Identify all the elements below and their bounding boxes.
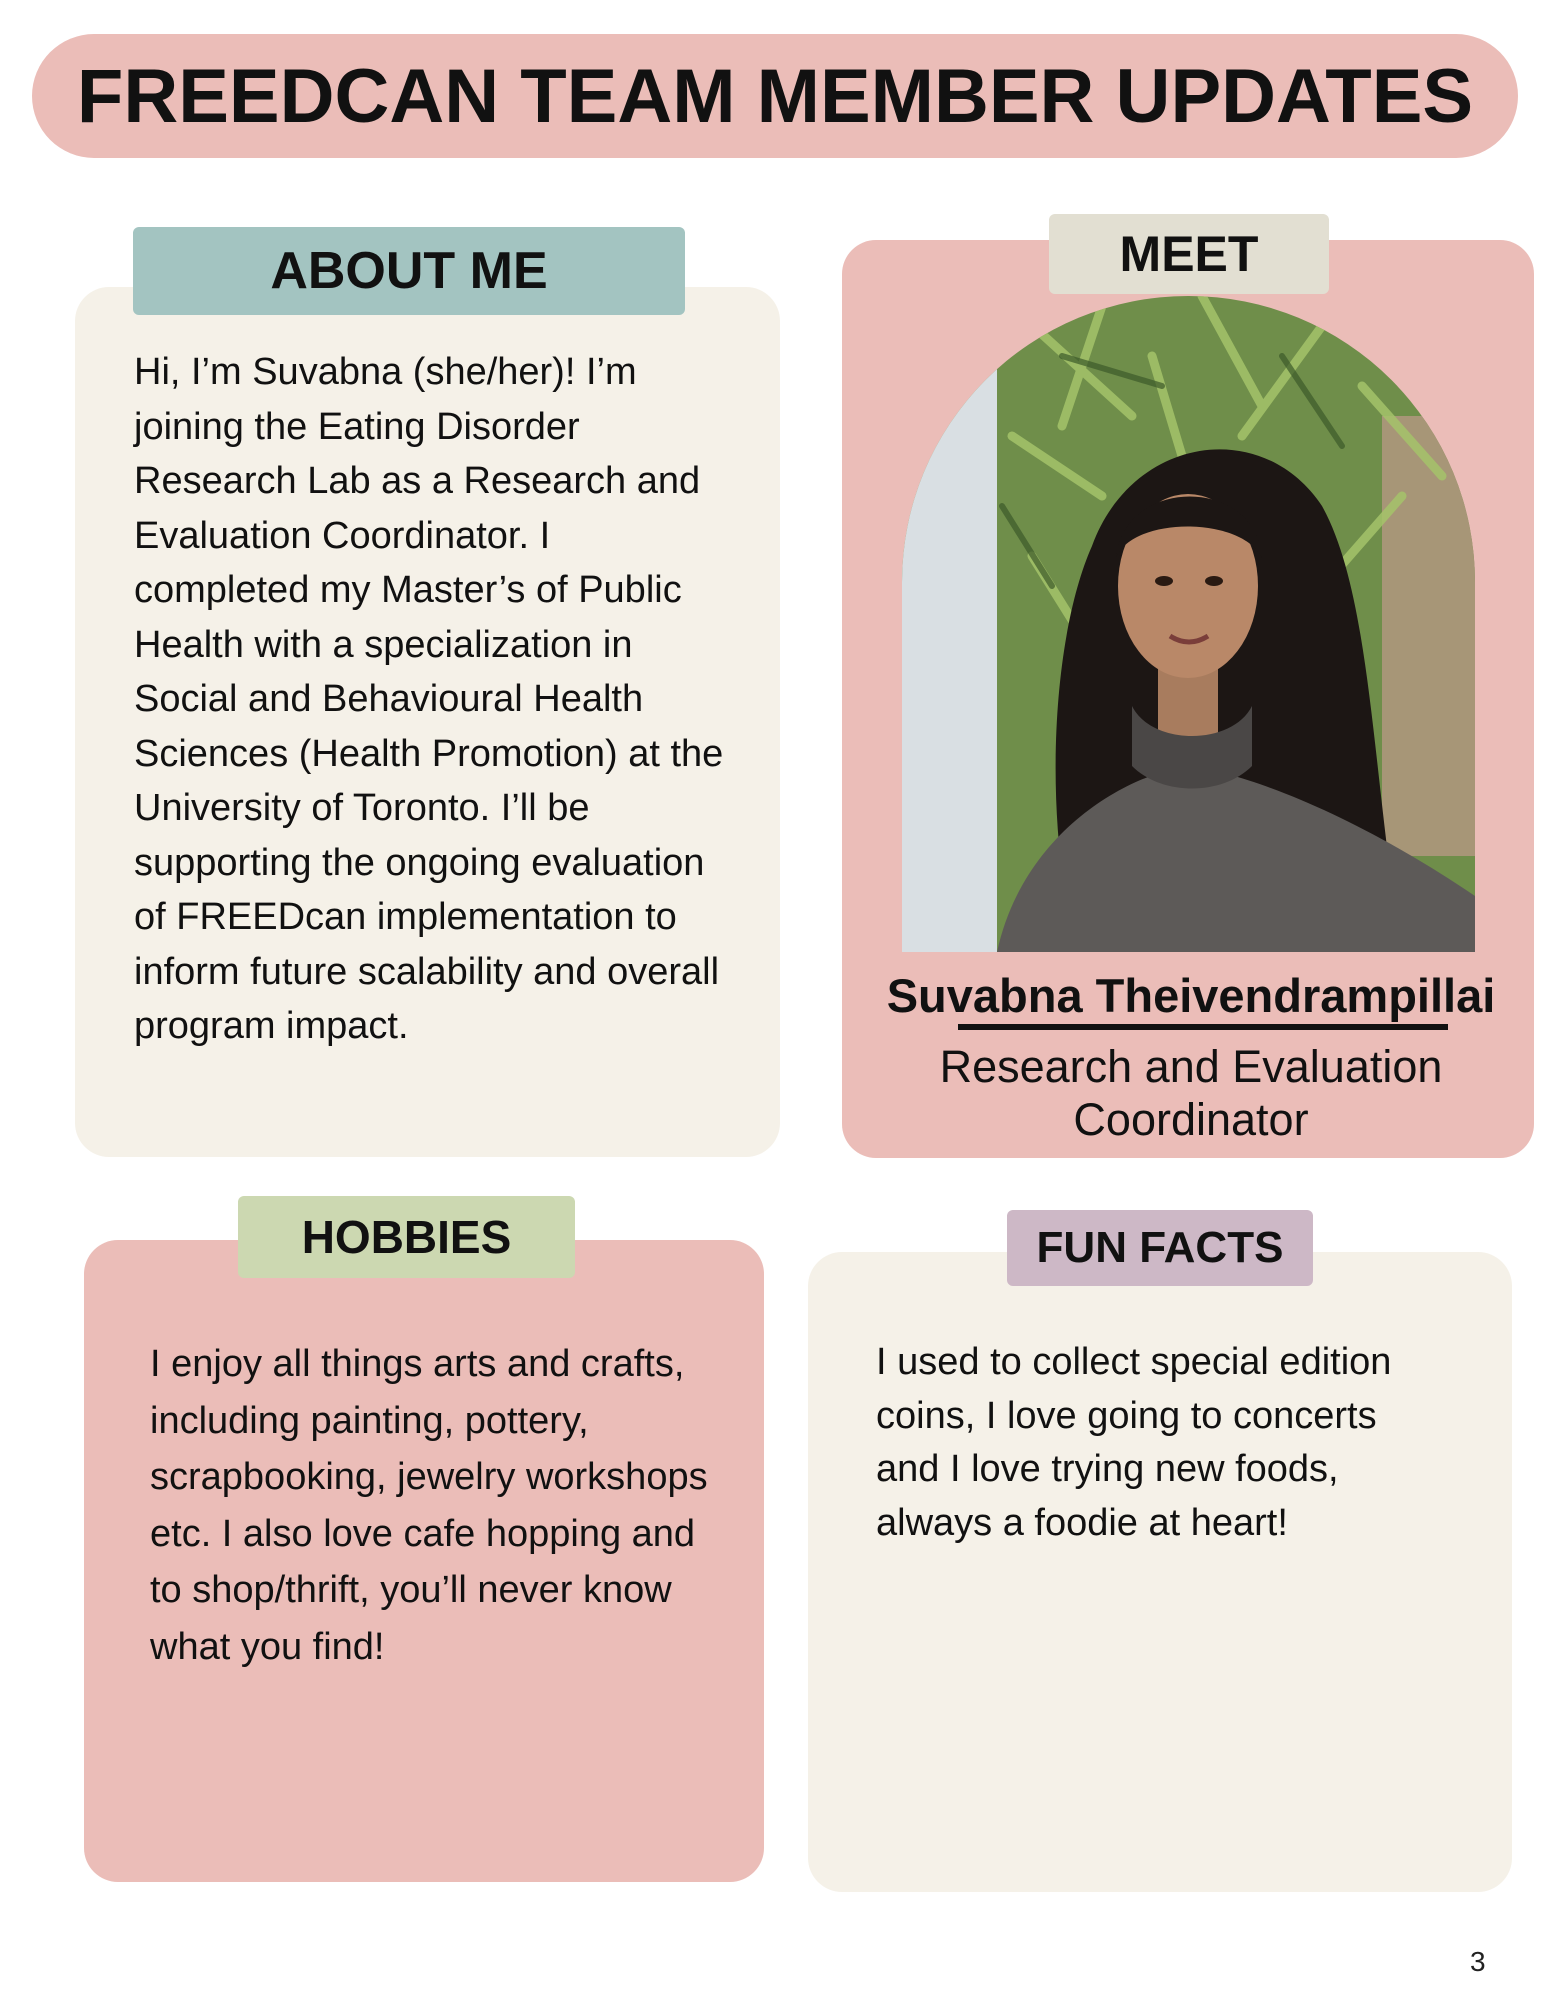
profile-photo bbox=[902, 296, 1475, 952]
page-number: 3 bbox=[1470, 1946, 1486, 1977]
about-me-text: Hi, I’m Suvabna (she/her)! I’m joining the Eating Disorder Research Lab as a Research and Evaluation Coordinator. I completed my Master’s of Public Health with a specialization in Social and Behavioural Health Sciences (Health Promotion) at the University of Toronto. I’ll be supporting the ongoing evaluation of FREEDcan implementation to inform future scalability and overall program impact. bbox=[134, 351, 724, 1047]
member-role: Research and Evaluation Coordinator bbox=[939, 1041, 1443, 1145]
title-banner bbox=[32, 34, 1518, 158]
fun-facts-heading: FUN FACTS bbox=[1007, 1210, 1313, 1286]
about-me-heading: ABOUT ME bbox=[133, 227, 685, 315]
name-underline bbox=[958, 1024, 1448, 1030]
page-title: FREEDCAN TEAM MEMBER UPDATES bbox=[76, 53, 1474, 139]
meet-heading: MEET bbox=[1049, 214, 1329, 294]
hobbies-text: I enjoy all things arts and crafts, including painting, pottery, scrapbooking, jewelry workshops etc. I also love cafe hopping and to shop/thrift, you’ll never know what you find! bbox=[150, 1343, 708, 1668]
member-name: Suvabna Theivendrampillai bbox=[886, 969, 1496, 1022]
fun-facts-text: I used to collect special edition coins, I love going to concerts and I love trying new foods, always a foodie at heart! bbox=[876, 1341, 1392, 1544]
hobbies-heading: HOBBIES bbox=[238, 1196, 575, 1278]
